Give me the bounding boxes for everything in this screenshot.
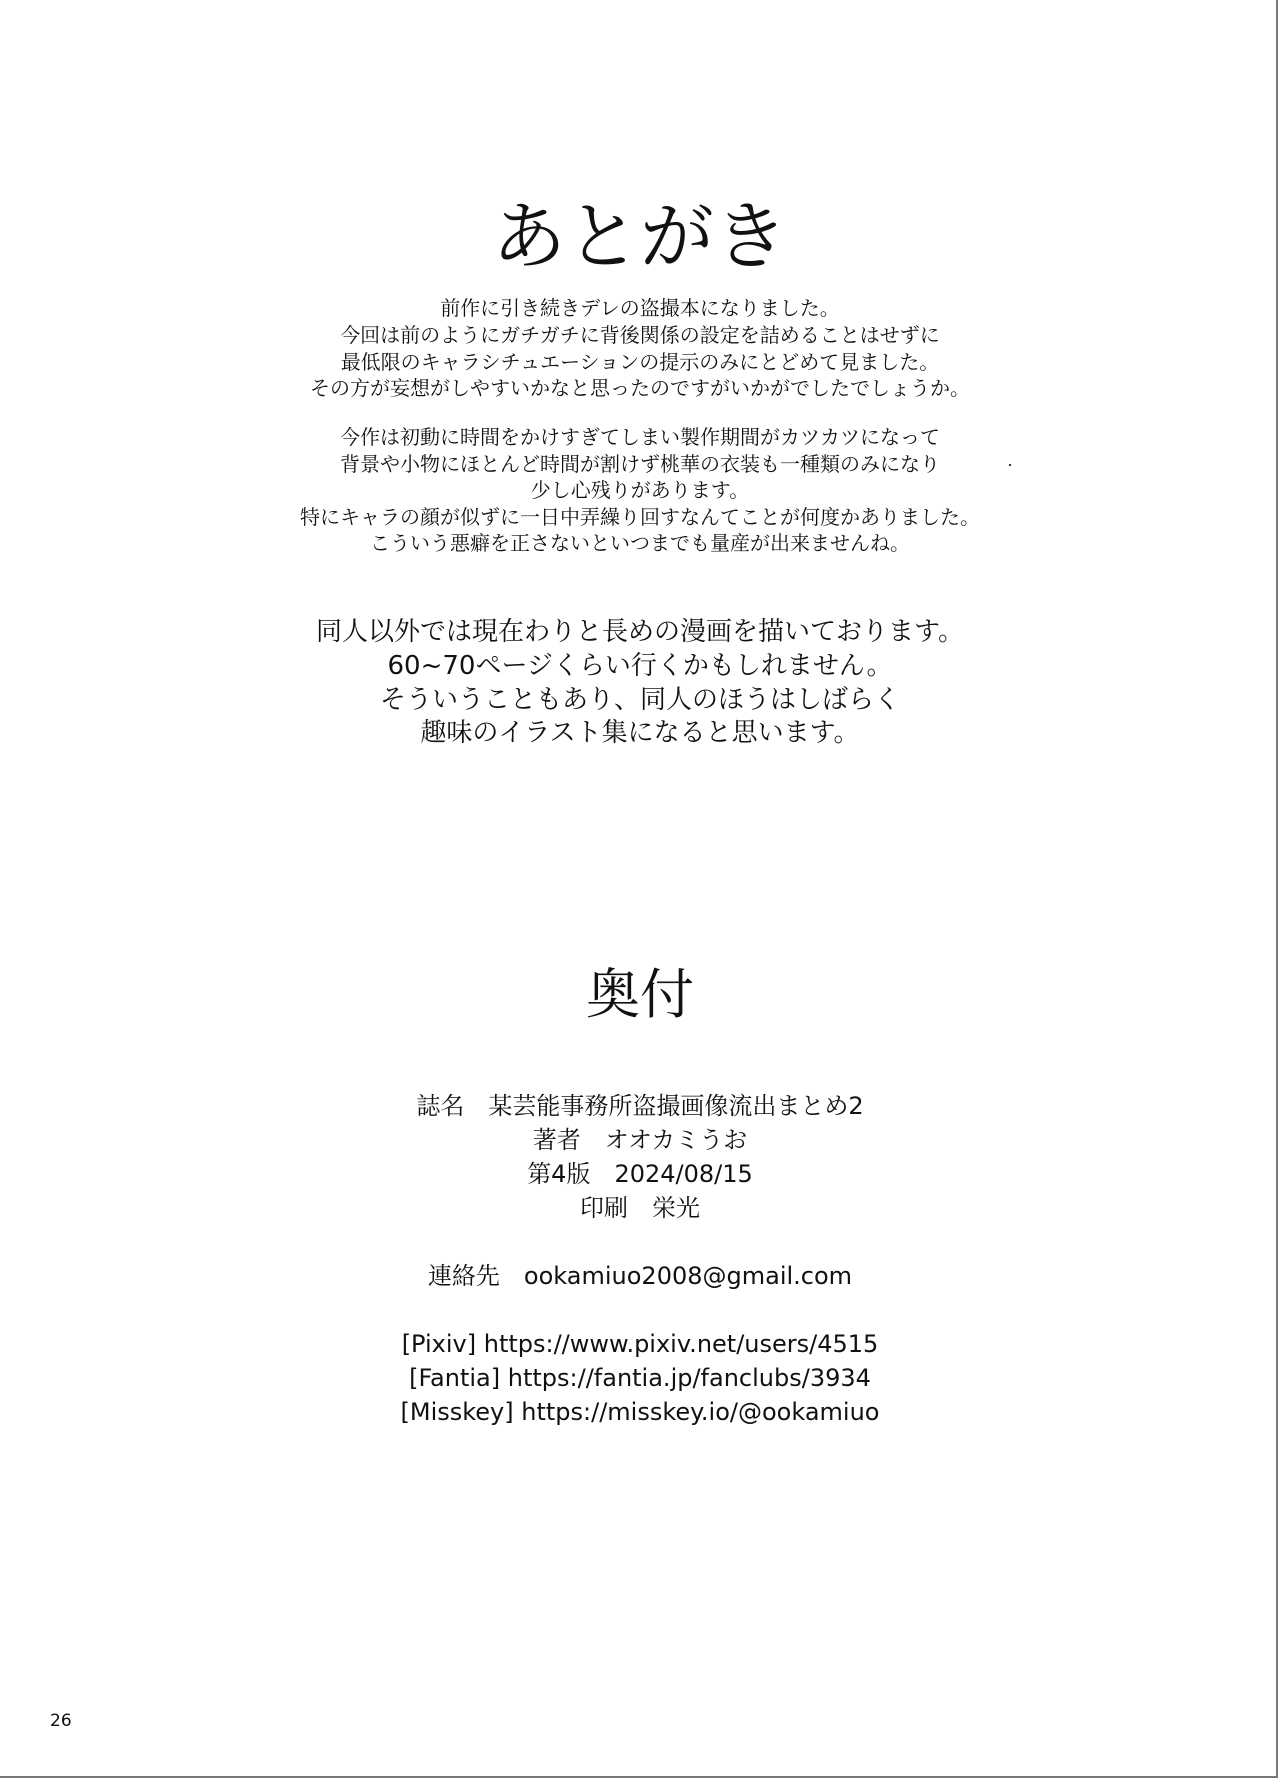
afterword-line: 少し心残りがあります。 — [530, 478, 750, 502]
stray-dot — [1009, 464, 1011, 466]
colophon-detail: 第4版 2024/08/15 — [527, 1160, 753, 1188]
colophon-detail: 著者 オオカミうお — [532, 1126, 748, 1154]
colophon-detail: 誌名 某芸能事務所盗撮画像流出まとめ2 — [416, 1092, 864, 1120]
afterword-line: その方が妄想がしやすいかなと思ったのですがいかがでしたでしょうか。 — [310, 376, 970, 400]
afterword-line: 60~70ページくらい行くかもしれません。 — [387, 651, 893, 681]
colophon-contact: 連絡先 ookamiuo2008@gmail.com — [427, 1262, 853, 1290]
afterword-line: そういうこともあり、同人のほうはしばらく — [379, 685, 900, 715]
afterword-line: こういう悪癖を正さないといつまでも量産が出来ませんね。 — [370, 531, 910, 555]
afterword-line: 前作に引き続きデレの盗撮本になりました。 — [440, 296, 840, 320]
afterword-line: 特にキャラの顔が似ずに一日中弄繰り回すなんてことが何度かありました。 — [300, 505, 980, 529]
afterword-title: あとがき — [492, 194, 788, 280]
colophon-title: 奥付 — [586, 963, 694, 1026]
page-number: 26 — [50, 1711, 72, 1731]
colophon-detail: 印刷 栄光 — [580, 1194, 700, 1222]
afterword-line: 背景や小物にほとんど時間が割けず桃華の衣装も一種類のみになり — [340, 452, 940, 476]
afterword-line: 趣味のイラスト集になると思います。 — [420, 718, 860, 748]
afterword-line: 今作は初動に時間をかけすぎてしまい製作期間がカツカツになって — [340, 425, 940, 449]
link-fantia: [Fantia] https://fantia.jp/fanclubs/3934 — [409, 1364, 871, 1392]
afterword-line: 同人以外では現在わりと長めの漫画を描いております。 — [316, 617, 964, 647]
link-misskey: [Misskey] https://misskey.io/@ookamiuo — [400, 1398, 880, 1426]
afterword-line: 今回は前のようにガチガチに背後関係の設定を詰めることはせずに — [340, 323, 940, 347]
link-pixiv: [Pixiv] https://www.pixiv.net/users/4515 — [401, 1330, 879, 1358]
afterword-line: 最低限のキャラシチュエーションの提示のみにとどめて見ました。 — [340, 350, 940, 374]
